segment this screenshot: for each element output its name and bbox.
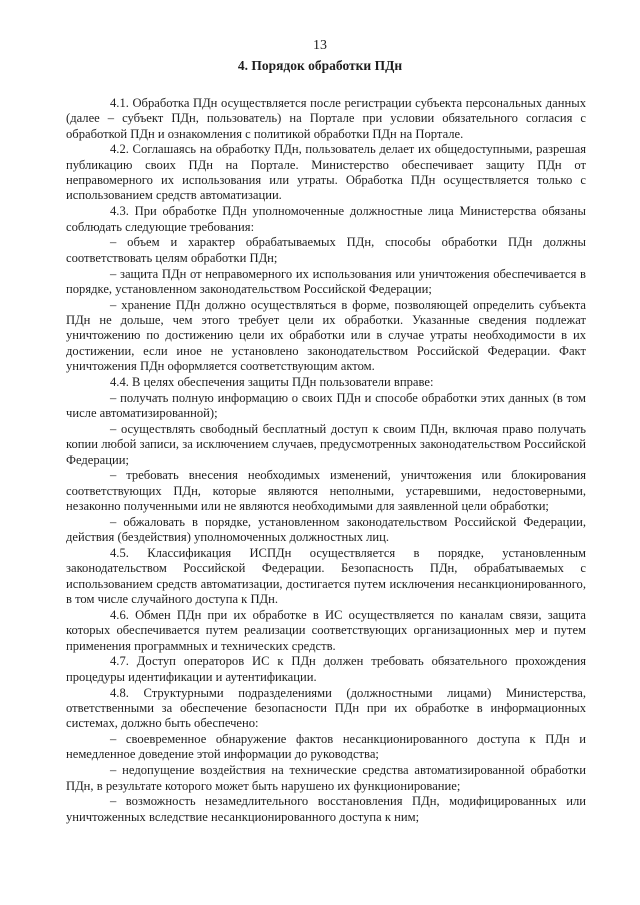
list-item-free-access: – осуществлять свободный бесплатный доступ к своим ПДн, включая право получать копии любой записи, за исключением случаев, предусмотренных законодательством Российской Федерации; (66, 421, 586, 467)
list-item-request-changes: – требовать внесения необходимых изменений, уничтожения или блокирования соответствующих ПДн, которые являются неполными, устаревшими, недостоверными, незаконно полученными или не являются необходимыми для заявленной цели обработки; (66, 468, 586, 514)
paragraph-4-1: 4.1. Обработка ПДн осуществляется после регистрации субъекта персональных данных (далее – субъект ПДн, пользователь) на Портале при условии обязательного согласия с обработкой ПДн и ознакомления с политикой обработки ПДн на Портале. (66, 96, 586, 141)
list-item-recovery: – возможность незамедлительного восстановления ПДн, модифицированных или уничтоженных вследствие несанкционированного доступа к ним; (66, 794, 586, 824)
page-number: 13 (313, 38, 327, 53)
paragraph-4-8: 4.8. Структурными подразделениями (должностными лицами) Министерства, ответственными за обеспечение безопасности ПДн при их обработке в информационных системах, должно быть обеспечено: (66, 685, 586, 731)
list-item-get-info: – получать полную информацию о своих ПДн и способе обработки этих данных (в том числе автоматизированной); (66, 390, 586, 421)
paragraph-4-3: 4.3. При обработке ПДн уполномоченные должностные лица Министерства обязаны соблюдать следующие требования: (66, 204, 586, 234)
list-item-protection: – защита ПДн от неправомерного их использования или уничтожения обеспечивается в порядке, установленном законодательством Российской Федерации; (66, 266, 586, 296)
paragraph-4-2: 4.2. Соглашаясь на обработку ПДн, пользователь делает их общедоступными, разрешая публикацию своих ПДн на Портале. Министерство обеспечивает защиту ПДн от неправомерного их использования или утраты. Обработка ПДн осуществляется только с использованием средств автоматизации. (66, 142, 586, 203)
paragraph-4-6: 4.6. Обмен ПДн при их обработке в ИС осуществляется по каналам связи, защита которых обеспечивается путем реализации соответствующих организационных мер и путем применения программных и технических средств. (66, 607, 586, 653)
paragraph-4-5: 4.5. Классификация ИСПДн осуществляется в порядке, установленным законодательством Российской Федерации. Безопасность ПДн, обрабатываемых с использованием средств автоматизации, достигается путем исключения несанкционированного, в том числе случайного доступа к ПДн. (66, 546, 586, 607)
section-title: 4. Порядок обработки ПДн (237, 58, 403, 73)
list-item-storage: – хранение ПДн должно осуществляться в форме, позволяющей определить субъекта ПДн не дольше, чем этого требует цели их обработки. Указанные сведения подлежат уничтожению по достижению цели их обработки или в случае утраты необходимости в их достижении, если иное не установлено законодательством Российской Федерации. Факт уничтожения ПДн оформляется соответствующим актом. (66, 297, 586, 374)
list-item-detection: – своевременное обнаружение фактов несанкционированного доступа к ПДн и немедленное доведение этой информации до руководства; (66, 732, 586, 762)
list-item-prevention: – недопущение воздействия на технические средства автоматизированной обработки ПДн, в результате которого может быть нарушено их функционирование; (66, 763, 586, 793)
list-item-scope: – объем и характер обрабатываемых ПДн, способы обработки ПДн должны соответствовать целям обработки ПДн; (66, 235, 586, 265)
document-body (66, 96, 586, 826)
list-item-appeal: – обжаловать в порядке, установленном законодательством Российской Федерации, действия (бездействия) уполномоченных должностных лиц. (66, 514, 586, 545)
paragraph-4-4: 4.4. В целях обеспечения защиты ПДн пользователи вправе: (110, 374, 434, 389)
paragraph-4-7: 4.7. Доступ операторов ИС к ПДн должен требовать обязательного прохождения процедуры идентификации и аутентификации. (66, 654, 586, 684)
